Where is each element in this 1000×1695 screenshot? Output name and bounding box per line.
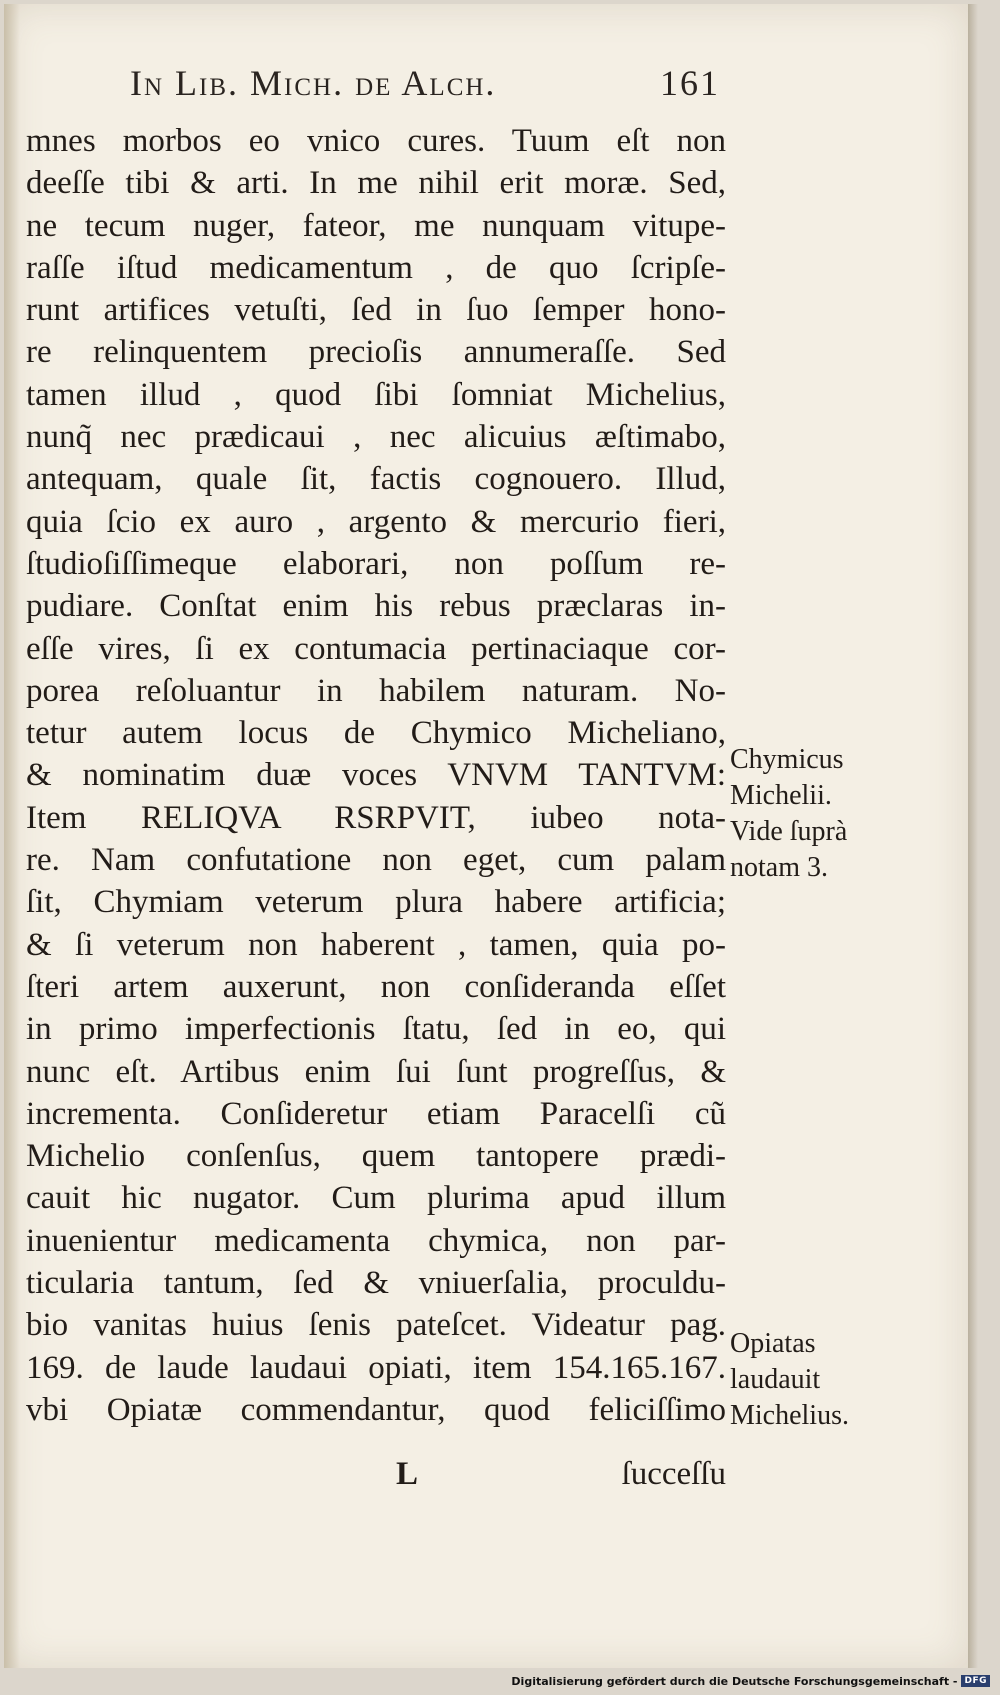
text-line: 169. de laude laudaui opiati, item 154.165.167. [26,1349,726,1386]
text-line: ſtudioſiſſimeque elaborari, non poſſum re- [26,545,726,582]
margin-note-line: laudauit [730,1364,821,1395]
margin-note-line: notam 3. [730,852,828,883]
text-line: runt artifices vetuſti, ſed in ſuo ſemper hono- [26,292,726,329]
text-line: tamen illud , quod ſibi ſomniat Michelius, [26,376,726,413]
running-title: In Lib. Mich. de Alch. [130,63,497,103]
text-line: in primo imperfectionis ſtatu, ſed in eo, qui [26,1011,726,1048]
text-line: mnes morbos eo vnico cures. Tuum eſt non [26,123,726,159]
text-line: re relinquentem precioſis annumeraſſe. Sed [26,334,726,371]
margin-note-line: Michelii. [730,780,832,811]
text-line: inuenientur medicamenta chymica, non par- [26,1222,726,1259]
text-line: bio vanitas huius ſenis pateſcet. Videatur pag. [26,1307,726,1344]
running-head [130,62,720,112]
margin-note-line: Vide ſuprà [730,816,848,847]
text-line: nunq̃ nec prædicaui , nec alicuius æſtimabo, [26,419,726,456]
text-line: deeſſe tibi & arti. In me nihil erit moræ. Sed, [26,165,726,202]
text-line: Item RELIQVA RSRPVIT, iubeo nota- [26,799,726,836]
text-line: nunc eſt. Artibus enim ſui ſunt progreſſus, & [26,1053,726,1090]
text-line: Michelio conſenſus, quem tantopere prædi- [26,1138,726,1175]
text-line: pudiare. Conſtat enim his rebus præclaras in- [26,588,726,625]
text-line: cauit hic nugator. Cum plurima apud illum [26,1180,726,1217]
binding-gutter [4,4,20,1668]
text-line: ticularia tantum, ſed & vniuerſalia, proculdu- [26,1265,726,1302]
page-foot [26,1456,726,1500]
credit-text: Digitalisierung gefördert durch die Deutsche Forschungsgemeinschaft - [511,1674,958,1688]
digitization-credit [511,1673,990,1689]
margin-note-opiatas [730,1326,890,1434]
page-number: 161 [660,63,720,103]
margin-note-line: Opiatas [730,1328,816,1359]
body-text [26,120,726,1431]
page-edge-shadow [968,4,978,1668]
catchword: ſucceſſu [621,1456,726,1492]
text-line: porea reſoluantur in habilem naturam. No- [26,672,726,709]
text-line: tetur autem locus de Chymico Micheliano, [26,715,726,752]
dfg-logo: DFG [961,1675,990,1687]
text-line: incrementa. Conſideretur etiam Paracelſi cũ [26,1095,726,1132]
text-line: & nominatim duæ voces VNVM TANTVM: [26,757,726,794]
text-line: quia ſcio ex auro , argento & mercurio fieri, [26,503,726,540]
text-line: ne tecum nuger, fateor, me nunquam vitupe- [26,207,726,244]
text-line: antequam, quale ſit, factis cognouero. Illud, [26,461,726,498]
signature-mark: L [396,1456,419,1492]
text-line: ſteri artem auxerunt, non conſideranda eſſet [26,968,726,1005]
margin-note-line: Chymicus [730,744,844,775]
text-line: eſſe vires, ſi ex contumacia pertinaciaque cor- [26,630,726,667]
text-line: ſit, Chymiam veterum plura habere artificia; [26,884,726,921]
text-line: re. Nam confutatione non eget, cum palam [26,842,726,879]
margin-note-line: Michelius. [730,1400,849,1431]
text-line: vbi Opiatæ commendantur, quod feliciſſimo [26,1391,726,1428]
text-line: & ſi veterum non haberent , tamen, quia po- [26,926,726,963]
margin-note-chymicus [730,742,890,886]
text-line: raſſe iſtud medicamentum , de quo ſcripſe- [26,249,726,286]
